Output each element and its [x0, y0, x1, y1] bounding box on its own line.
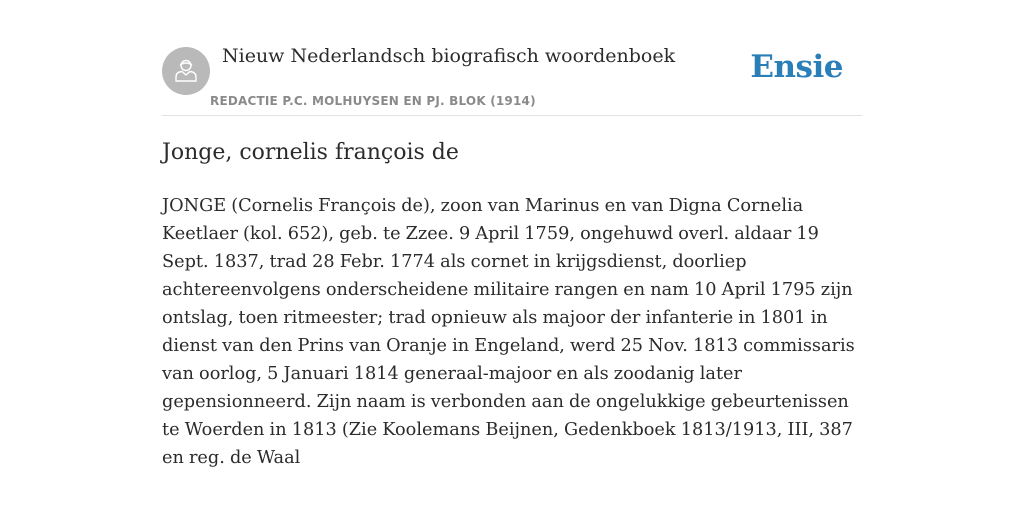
- avatar: [162, 47, 210, 95]
- entry-title: Jonge, cornelis françois de: [162, 140, 459, 165]
- user-icon: [173, 55, 199, 88]
- source-header: [162, 0, 862, 116]
- entry-body: JONGE (Cornelis François de), zoon van Marinus en van Digna Cornelia Keetlaer (kol. 652), geb. te Zzee. 9 April 1759, ongehuwd overl. aldaar 19 Sept. 1837, trad 28 Febr. 1774 als cornet in krijgsdienst, doorliep achtereenvolgens onderscheidene militaire rangen en nam 10 April 1795 zijn ontslag, toen ritmeester; trad opnieuw als majoor der infanterie in 1801 in dienst van den Prins van Oranje in Engeland, werd 25 Nov. 1813 commissaris van oorlog, 5 Januari 1814 generaal-majoor en als zoodanig later gepensionneerd. Zijn naam is verbonden aan de ongelukkige gebeurtenissen te Woerden in 1813 (Zie Koolemans Beijnen, Gedenkboek 1813/1913, III, 387 en reg. de Waal: [162, 196, 855, 468]
- source-title[interactable]: Nieuw Nederlandsch biografisch woordenboek: [222, 45, 676, 67]
- source-subtitle: REDACTIE P.C. MOLHUYSEN EN PJ. BLOK (1914): [210, 94, 536, 108]
- ensie-logo[interactable]: Ensie: [750, 49, 843, 85]
- entry-card: [162, 0, 862, 512]
